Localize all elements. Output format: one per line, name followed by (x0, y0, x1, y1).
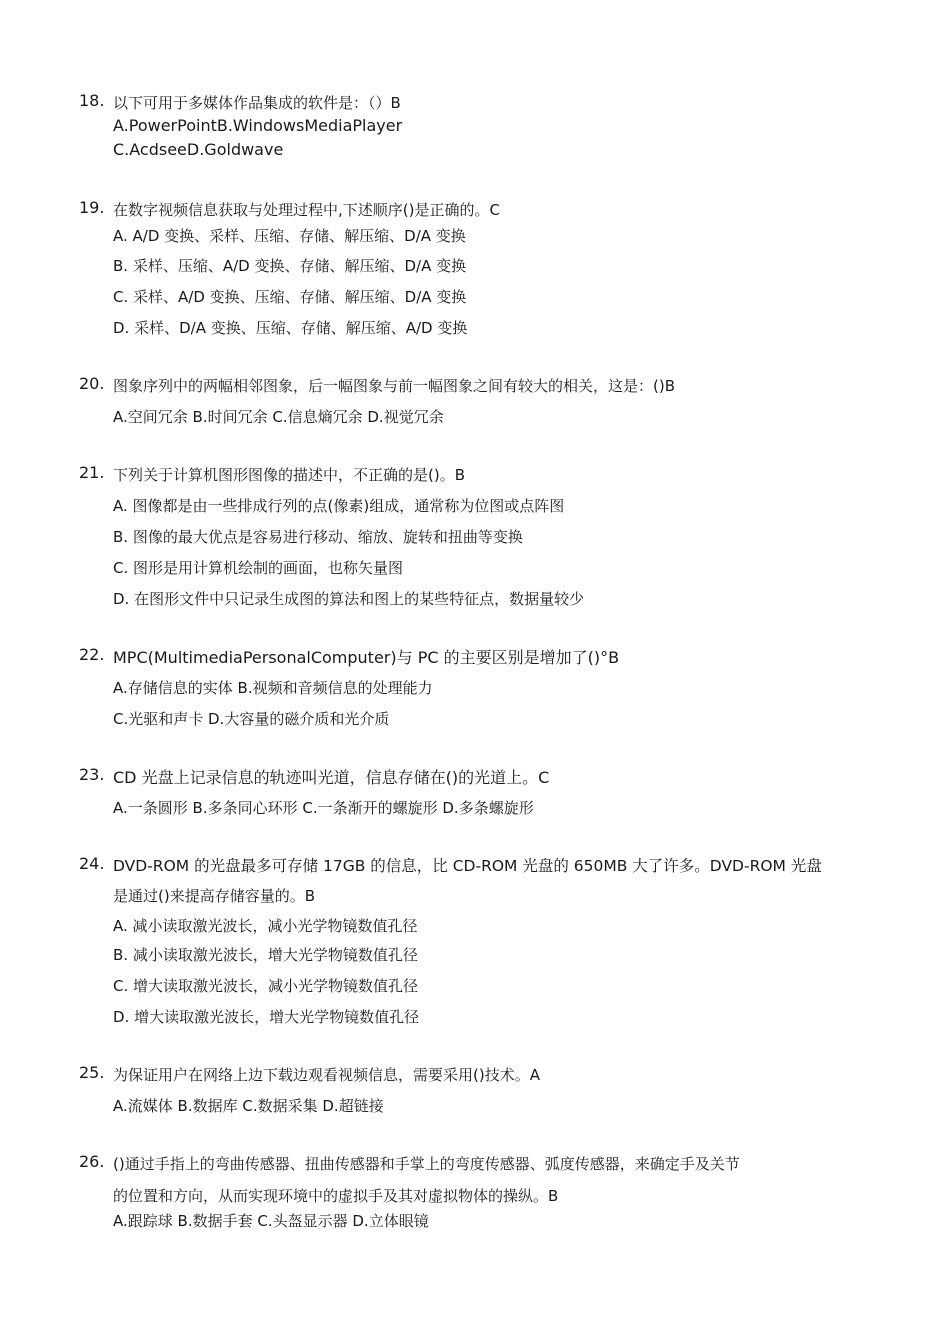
question-stem: DVD-ROM 的光盘最多可存储 17GB 的信息，比 CD-ROM 光盘的 650MB 大了许多。DVD-ROM 光盘 (113, 857, 822, 875)
option-line: C. 图形是用计算机绘制的画面，也称矢量图 (113, 559, 404, 577)
option-line: B. 图像的最大优点是容易进行移动、缩放、旋转和扭曲等变换 (113, 528, 523, 546)
option-line: A. 图像都是由一些排成行列的点(像素)组成，通常称为位图或点阵图 (113, 497, 565, 515)
question-stem: ()通过手指上的弯曲传感器、扭曲传感器和手掌上的弯度传感器、弧度传感器，来确定手及关节 (113, 1155, 740, 1173)
option-line: A.PowerPointB.WindowsMediaPlayer (113, 116, 403, 135)
question-stem: 图象序列中的两幅相邻图象，后一幅图象与前一幅图象之间有较大的相关，这是：()B (113, 377, 675, 395)
question-number: 26. (79, 1152, 105, 1171)
question-number: 23. (79, 765, 105, 784)
option-line: A.跟踪球 B.数据手套 C.头盔显示器 D.立体眼镜 (113, 1212, 429, 1230)
option-line: C.AcdseeD.Goldwave (113, 140, 284, 159)
question-stem-continued: 是通过()来提高存储容量的。B (113, 887, 315, 905)
option-line: A.流媒体 B.数据库 C.数据采集 D.超链接 (113, 1097, 384, 1115)
option-line: A. A/D 变换、采样、压缩、存储、解压缩、D/A 变换 (113, 227, 466, 245)
question-number: 20. (79, 374, 105, 393)
question-stem: MPC(MultimediaPersonalComputer)与 PC 的主要区别是增加了()°B (113, 648, 620, 667)
option-line: B. 采样、压缩、A/D 变换、存储、解压缩、D/A 变换 (113, 257, 467, 275)
question-stem: 在数字视频信息获取与处理过程中,下述顺序()是正确的。C (113, 201, 500, 219)
option-line: C.光驱和声卡 D.大容量的磁介质和光介质 (113, 710, 390, 728)
question-stem: 以下可用于多媒体作品集成的软件是：（）B (113, 94, 401, 112)
question-stem-continued: 的位置和方向，从而实现环境中的虚拟手及其对虚拟物体的操纵。B (113, 1187, 559, 1205)
option-line: A. 减小读取激光波长，减小光学物镜数值孔径 (113, 917, 418, 935)
question-stem: CD 光盘上记录信息的轨迹叫光道，信息存储在()的光道上。C (113, 768, 550, 787)
option-line: B. 减小读取激光波长，增大光学物镜数值孔径 (113, 946, 418, 964)
option-line: A.存储信息的实体 B.视频和音频信息的处理能力 (113, 679, 433, 697)
question-number: 19. (79, 198, 105, 217)
option-line: C. 增大读取激光波长，减小光学物镜数值孔径 (113, 977, 419, 995)
option-line: D. 在图形文件中只记录生成图的算法和图上的某些特征点，数据量较少 (113, 590, 585, 608)
option-line: D. 采样、D/A 变换、压缩、存储、解压缩、A/D 变换 (113, 319, 468, 337)
question-stem: 下列关于计算机图形图像的描述中，不正确的是()。B (113, 466, 465, 484)
option-line: D. 增大读取激光波长，增大光学物镜数值孔径 (113, 1008, 420, 1026)
question-number: 22. (79, 645, 105, 664)
question-number: 24. (79, 854, 105, 873)
question-number: 18. (79, 91, 105, 110)
question-number: 25. (79, 1063, 105, 1082)
question-stem: 为保证用户在网络上边下载边观看视频信息，需要采用()技术。A (113, 1066, 540, 1084)
option-line: A.空间冗余 B.时间冗余 C.信息熵冗余 D.视觉冗余 (113, 408, 444, 426)
option-line: A.一条圆形 B.多条同心环形 C.一条渐开的螺旋形 D.多条螺旋形 (113, 799, 534, 817)
question-number: 21. (79, 463, 105, 482)
option-line: C. 采样、A/D 变换、压缩、存储、解压缩、D/A 变换 (113, 288, 467, 306)
